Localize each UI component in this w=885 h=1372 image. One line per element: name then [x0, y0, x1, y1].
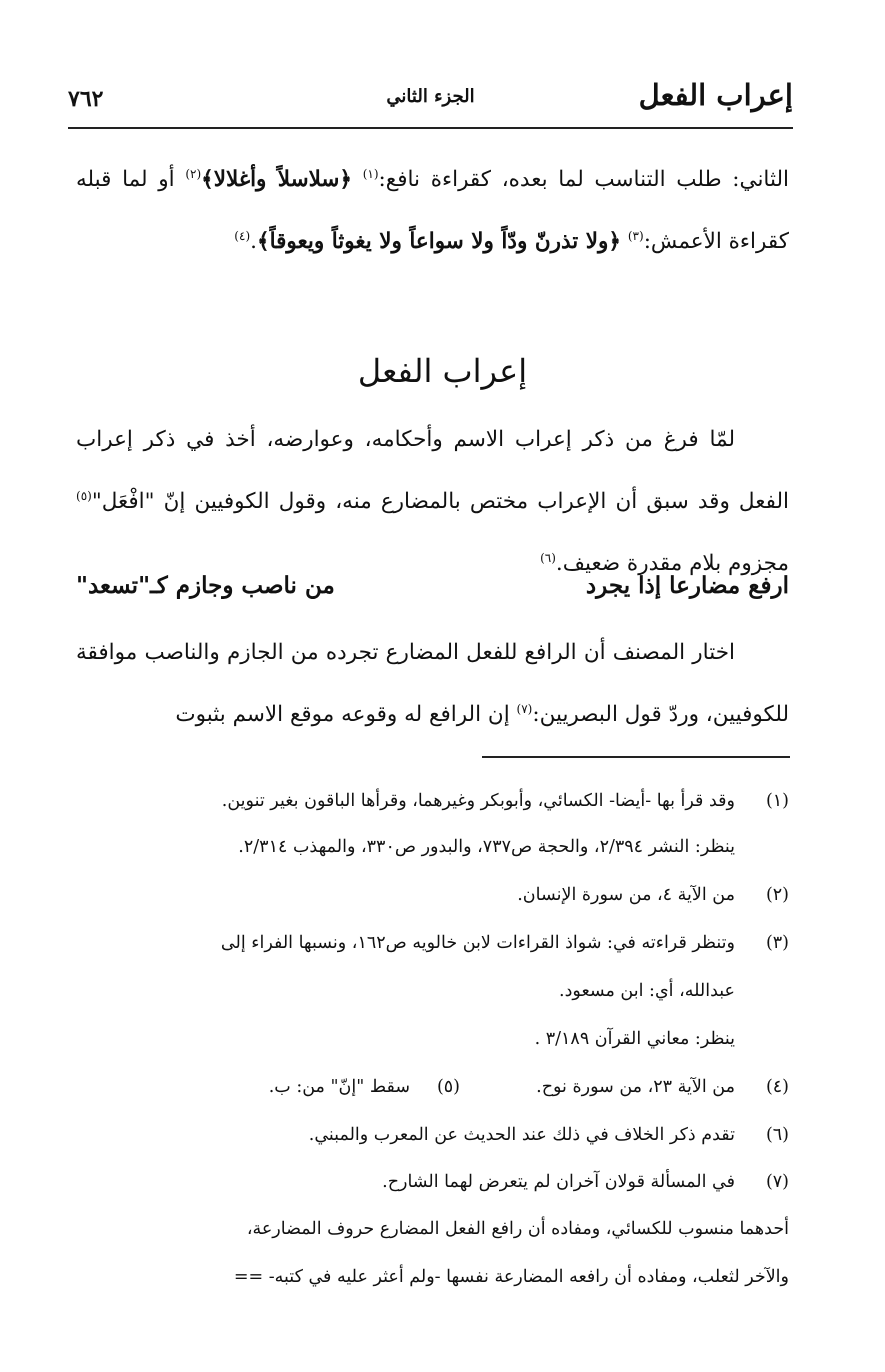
footnote-text: من الآية ٢٣، من سورة نوح. — [536, 1077, 735, 1097]
intro-line1-text: الثاني: طلب التناسب لما بعده، كقراءة نافع: — [378, 167, 789, 193]
footnote-text: ينظر: النشر ٢/٣٩٤، والحجة ص٧٣٧، والبدور ص٣٣٠، والمهذب ٢/٣١٤. — [238, 837, 735, 857]
p3-end: إن الرافع له وقوعه موقع الاسم بثبوت — [175, 702, 517, 728]
footnote-text: سقط "إنّ" من: ب. — [268, 1077, 410, 1097]
footnote-ref-7: (٧) — [516, 702, 533, 716]
verse-second-hemistich: من ناصب وجازم كـ"تسعد" — [76, 572, 335, 599]
quran-quote-2: ﴿ولا تذرنّ ودّاً ولا سواعاً ولا يغوثاً ويعوقاً﴾ — [256, 229, 622, 255]
p2-text: لمّا فرغ من ذكر إعراب الاسم وأحكامه، وعوارضه، أخذ في ذكر إعراب الفعل وقد سبق أن الإعراب مختص بالمضارع منه، وقول الكوفيين إنّ "افْعَل" — [76, 427, 789, 515]
chapter-title: إعراب الفعل — [638, 78, 793, 112]
footnote-text: في المسألة قولان آخران لم يتعرض لهما الشارح. — [382, 1172, 735, 1192]
page-number: ٧٦٢ — [68, 86, 104, 112]
footnote-ref-4: (٤) — [234, 229, 251, 244]
footnote-text: وتنظر قراءته في: شواذ القراءات لابن خالويه ص١٦٢، ونسبها الفراء إلى — [220, 933, 735, 953]
footnote-number: (٣) — [765, 933, 789, 953]
p2-end: مجزوم بلام مقدرة ضعيف. — [555, 551, 789, 577]
quran-quote-1: ﴿سلاسلاً وأغلالا﴾ — [201, 167, 353, 193]
intro-period: . — [250, 229, 257, 255]
p3-text: اختار المصنف أن الرافع للفعل المضارع تجرده من الجازم والناصب موافقة للكوفيين، وردّ قول البصريين: — [76, 640, 789, 728]
header-divider — [68, 127, 793, 129]
footnote-text: وقد قرأ بها -أيضا- الكسائي، وأبوبكر وغيرهما، وقرأها الباقون بغير تنوين. — [221, 791, 735, 811]
part-label: الجزء الثاني — [386, 86, 475, 107]
footnote-text: عبدالله، أي: ابن مسعود. — [559, 981, 735, 1001]
footnote-text: أحدهما منسوب للكسائي، ومفاده أن رافع الفعل المضارع حروف المضارعة، — [246, 1219, 789, 1239]
intro-paragraph — [76, 146, 789, 270]
footnote-ref-2: (٢) — [185, 167, 202, 181]
footnote-divider — [482, 756, 790, 758]
footnote-number: (١) — [765, 791, 789, 811]
footnote-ref-3: (٣) — [627, 229, 644, 244]
running-header — [68, 78, 793, 122]
verse-first-hemistich: ارفع مضارعا إذا يجرد — [585, 572, 789, 599]
footnote-ref-1: (١) — [362, 167, 379, 181]
commentary-paragraph-1 — [76, 412, 789, 592]
footnote-text: والآخر لثعلب، ومفاده أن رافعه المضارعة نفسها -ولم أعثر عليه في كتبه- == — [233, 1267, 789, 1287]
footnote-text: ينظر: معاني القرآن ٣/١٨٩ . — [534, 1029, 735, 1049]
commentary-paragraph-2 — [76, 625, 789, 743]
footnote-number: (٧) — [765, 1172, 789, 1192]
intro-line2-text: أو لما قبله كقراءة الأعمش: — [76, 167, 789, 255]
section-heading: إعراب الفعل — [357, 352, 528, 390]
footnote-text: من الآية ٤، من سورة الإنسان. — [517, 885, 735, 905]
footnote-number: (٢) — [765, 885, 789, 905]
footnote-ref-5: (٥) — [76, 489, 92, 503]
footnote-ref-6: (٦) — [540, 551, 556, 566]
footnote-number: (٤) — [765, 1077, 789, 1097]
poetry-verse — [76, 572, 789, 622]
footnote-number: (٥) — [436, 1077, 460, 1097]
footnote-number: (٦) — [765, 1125, 789, 1145]
footnote-text: تقدم ذكر الخلاف في ذلك عند الحديث عن المعرب والمبني. — [308, 1125, 735, 1145]
